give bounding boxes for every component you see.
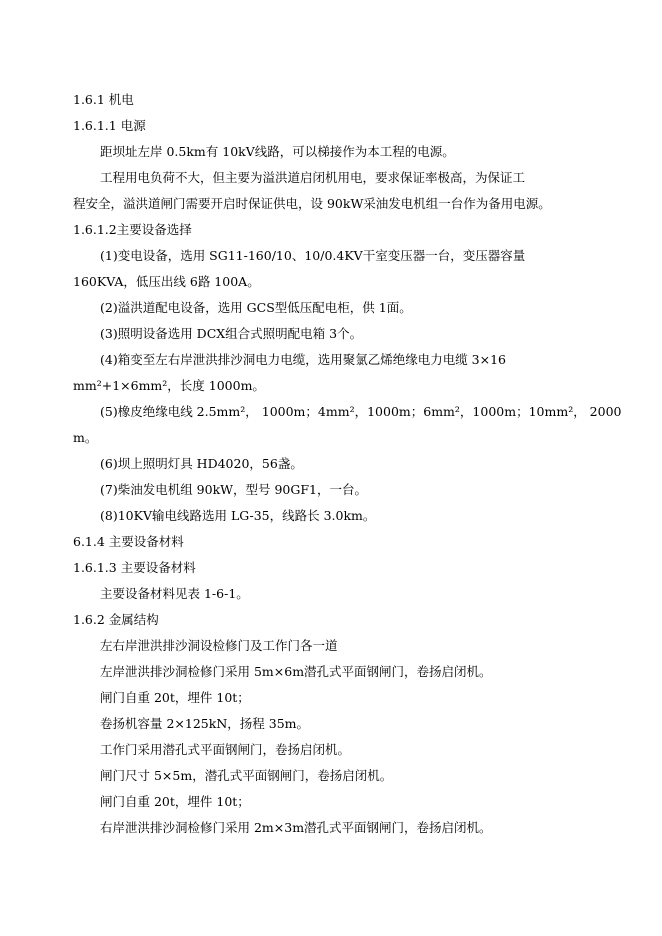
- paragraph-line: 右岸泄洪排沙洞检修门采用 2m×3m潜孔式平面钢闸门，卷扬启闭机。: [100, 820, 492, 835]
- subsection-heading: 1.6.1.3 主要设备材料: [73, 560, 196, 575]
- paragraph-line: 工作门采用潜孔式平面钢闸门，卷扬启闭机。: [100, 742, 351, 757]
- list-item-continuation: 160KVA，低压出线 6路 100A。: [73, 274, 260, 289]
- list-item: (1)变电设备，选用 SG11-160/10、10/0.4KV干室变压器一台，变压器容量: [100, 248, 526, 263]
- section-heading: 1.6.1 机电: [73, 92, 134, 107]
- list-item: (3)照明设备选用 DCX组合式照明配电箱 3个。: [100, 326, 363, 341]
- list-item: (2)溢洪道配电设备，选用 GCS型低压配电柜，供 1面。: [100, 300, 412, 315]
- paragraph-line: 主要设备材料见表 1-6-1。: [100, 586, 249, 601]
- list-item: (6)坝上照明灯具 HD4020，56盏。: [100, 456, 303, 471]
- list-item-continuation: m。: [73, 430, 98, 445]
- subsection-heading: 1.6.1.1 电源: [73, 118, 146, 133]
- paragraph-line: 工程用电负荷不大，但主要为溢洪道启闭机用电，要求保证率极高，为保证工: [100, 170, 526, 185]
- subsection-heading: 1.6.1.2主要设备选择: [73, 222, 192, 237]
- list-item: (5)橡皮绝缘电线 2.5mm²， 1000m；4mm²，1000m；6mm²，1000m；10mm²， 2000: [100, 404, 622, 419]
- paragraph-line: 闸门自重 20t，埋件 10t；: [100, 794, 250, 809]
- paragraph-line: 左右岸泄洪排沙洞设检修门及工作门各一道: [100, 638, 338, 653]
- list-item: (4)箱变至左右岸泄洪排沙洞电力电缆，选用聚氯乙烯绝缘电力电缆 3×16: [100, 352, 507, 367]
- section-heading: 1.6.2 金属结构: [73, 612, 159, 627]
- list-item: (7)柴油发电机组 90kW，型号 90GF1，一台。: [100, 482, 367, 497]
- subsection-heading: 6.1.4 主要设备材料: [73, 534, 184, 549]
- paragraph-continuation: 程安全，溢洪道闸门需要开启时保证供电，设 90kW采油发电机组一台作为备用电源。: [73, 196, 551, 211]
- paragraph-line: 闸门尺寸 5×5m，潜孔式平面钢闸门，卷扬启闭机。: [100, 768, 393, 783]
- paragraph-line: 闸门自重 20t，埋件 10t；: [100, 690, 250, 705]
- paragraph-line: 卷扬机容量 2×125kN，扬程 35m。: [100, 716, 310, 731]
- list-item-continuation: mm²+1×6mm²，长度 1000m。: [73, 378, 265, 393]
- list-item: (8)10KV输电线路选用 LG-35，线路长 3.0km。: [100, 508, 376, 523]
- paragraph-line: 距坝址左岸 0.5km有 10kV线路，可以梯接作为本工程的电源。: [100, 144, 455, 159]
- paragraph-line: 左岸泄洪排沙洞检修门采用 5m×6m潜孔式平面钢闸门，卷扬启闭机。: [100, 664, 492, 679]
